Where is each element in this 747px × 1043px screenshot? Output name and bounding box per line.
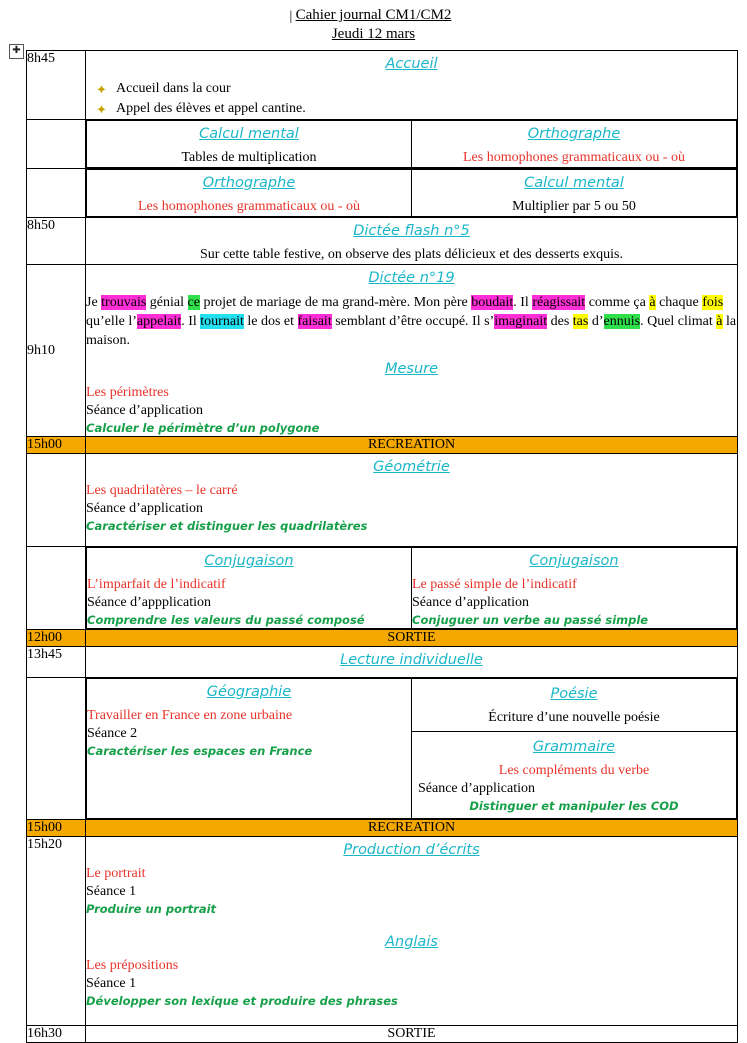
accueil-cell bbox=[86, 51, 738, 120]
subject-title: Dictée n°19 bbox=[368, 270, 455, 286]
dictee-word: projet de mariage de ma grand-mère. Mon père bbox=[199, 295, 472, 310]
lesson-objectif: Caractériser et distinguer les quadrilatères bbox=[86, 519, 368, 533]
lesson-notion: Les prépositions bbox=[86, 958, 179, 973]
lesson-seance: Séance d’application bbox=[86, 501, 204, 516]
bullet-icon: ✦ bbox=[96, 82, 107, 97]
subject-title: Anglais bbox=[385, 934, 438, 950]
dictee-highlighted-word: appelait bbox=[136, 314, 182, 329]
schedule-table bbox=[26, 50, 738, 1043]
lesson-detail: Tables de multiplication bbox=[181, 150, 317, 165]
time-cell: 13h45 bbox=[27, 647, 86, 678]
lesson-notion: Les compléments du verbe bbox=[498, 763, 650, 778]
subject-title: Poésie bbox=[550, 686, 598, 702]
conjugaison-cm2-block bbox=[412, 548, 737, 629]
time-cell bbox=[27, 454, 86, 547]
dictee-highlighted-word: à bbox=[716, 314, 723, 329]
geo-poesie-row bbox=[86, 678, 738, 820]
lesson-notion: Le passé simple de l’indicatif bbox=[412, 577, 577, 592]
dictee-word: qu’elle l’ bbox=[86, 314, 137, 329]
lesson-objectif: Calculer le périmètre d’un polygone bbox=[86, 421, 320, 435]
dictee-highlighted-word: imaginait bbox=[494, 314, 548, 329]
subject-title: Géographie bbox=[206, 684, 292, 700]
poesie-block bbox=[412, 679, 736, 731]
dictee-text bbox=[86, 293, 737, 350]
lesson-objectif: Caractériser les espaces en France bbox=[87, 744, 313, 758]
lesson-notion: Le portrait bbox=[86, 866, 146, 881]
dictee-word: chaque bbox=[655, 295, 703, 310]
table-row bbox=[27, 647, 738, 678]
subject-title: Accueil bbox=[385, 56, 438, 72]
lesson-objectif: Développer son lexique et produire des phrases bbox=[86, 994, 398, 1008]
page-title bbox=[0, 6, 747, 25]
split-layout bbox=[86, 169, 737, 217]
dictee19-mesure-cell bbox=[86, 265, 738, 437]
list-item-label: Accueil dans la cour bbox=[116, 81, 231, 96]
subject-title: Conjugaison bbox=[204, 553, 294, 569]
lesson-notion: Les quadrilatères – le carré bbox=[86, 483, 238, 498]
dictee-highlighted-word: faisait bbox=[297, 314, 332, 329]
subject-title: Mesure bbox=[384, 361, 439, 377]
table-row bbox=[27, 837, 738, 1026]
dictee-word: génial bbox=[146, 295, 188, 310]
dictee-highlighted-word: fois bbox=[702, 295, 724, 310]
list-item bbox=[86, 79, 737, 99]
subject-title: Grammaire bbox=[532, 739, 616, 755]
dictee-word: . Il bbox=[181, 314, 201, 329]
dictee-highlighted-word: tas bbox=[572, 314, 589, 329]
table-row bbox=[27, 51, 738, 120]
page-title-text: Cahier journal CM1/CM2 bbox=[295, 7, 452, 23]
subject-title: Conjugaison bbox=[529, 553, 619, 569]
production-anglais-cell bbox=[86, 837, 738, 1026]
table-row bbox=[27, 218, 738, 265]
conjugaison-cm1-block bbox=[87, 548, 412, 629]
lesson-notion: Travailler en France en zone urbaine bbox=[87, 708, 293, 723]
time-cell: 12h00 bbox=[27, 630, 86, 647]
document-header bbox=[0, 0, 747, 44]
table-row bbox=[27, 820, 738, 837]
lesson-notion: Les homophones grammaticaux ou - où bbox=[137, 199, 360, 214]
time-cell: 15h00 bbox=[27, 820, 86, 837]
time-cell bbox=[27, 169, 86, 218]
lesson-notion: Les homophones grammaticaux ou - où bbox=[462, 150, 685, 165]
time-cell bbox=[27, 547, 86, 630]
table-row bbox=[27, 437, 738, 454]
dictee-word: le dos et bbox=[243, 314, 298, 329]
time-cell: 15h00 bbox=[27, 437, 86, 454]
calcul-ortho-row-2 bbox=[86, 169, 738, 218]
page-subtitle: Jeudi 12 mars bbox=[331, 26, 416, 42]
dictee-word: Je bbox=[86, 295, 102, 310]
conjugaison-row bbox=[86, 547, 738, 630]
lesson-objectif: Comprendre les valeurs du passé composé bbox=[87, 613, 365, 627]
dictee-word: semblant d’être occupé. Il s’ bbox=[331, 314, 495, 329]
lesson-notion: L’imparfait de l’indicatif bbox=[87, 577, 226, 592]
table-row bbox=[27, 678, 738, 820]
recreation-label: RECREATION bbox=[86, 820, 738, 837]
table-row bbox=[27, 169, 738, 218]
lesson-seance: Séance 2 bbox=[87, 726, 138, 741]
calcul-ortho-row-1 bbox=[86, 120, 738, 169]
time-cell bbox=[27, 120, 86, 169]
table-row bbox=[27, 454, 738, 547]
dictee-word: . Il bbox=[513, 295, 533, 310]
lesson-seance: Séance d’application bbox=[418, 781, 536, 796]
sortie-label: SORTIE bbox=[86, 630, 738, 647]
table-move-handle-icon[interactable]: ✚ bbox=[9, 44, 24, 59]
split-layout bbox=[86, 547, 737, 629]
dictee-highlighted-word: boudait bbox=[471, 295, 514, 310]
lesson-seance: Séance d’appplication bbox=[87, 595, 212, 610]
grammaire-block bbox=[412, 731, 736, 818]
lesson-objectif: Conjuguer un verbe au passé simple bbox=[412, 613, 649, 627]
text-cursor: | bbox=[289, 9, 293, 24]
orthographe-block bbox=[412, 121, 737, 168]
dictee-word: . Quel climat bbox=[640, 314, 717, 329]
geometrie-cell bbox=[86, 454, 738, 547]
time-cell: 15h20 bbox=[27, 837, 86, 1026]
time-cell: 8h45 bbox=[27, 51, 86, 120]
dictee-highlighted-word: réagissait bbox=[532, 295, 586, 310]
recreation-label: RECREATION bbox=[86, 437, 738, 454]
dictee-word: d’ bbox=[588, 314, 604, 329]
dictee-highlighted-word: tournait bbox=[200, 314, 244, 329]
lesson-seance: Séance 1 bbox=[86, 884, 137, 899]
geographie-block bbox=[87, 679, 412, 819]
subject-title: Production d’écrits bbox=[343, 842, 480, 858]
subject-title: Lecture individuelle bbox=[340, 652, 483, 668]
table-row bbox=[27, 120, 738, 169]
subject-title: Géométrie bbox=[373, 459, 450, 475]
list-item bbox=[86, 99, 737, 119]
lesson-notion: Les périmètres bbox=[86, 385, 169, 400]
subject-title: Orthographe bbox=[202, 175, 296, 191]
dictee-flash-text: Sur cette table festive, on observe des plats délicieux et des desserts exquis. bbox=[200, 247, 623, 262]
lesson-objectif: Produire un portrait bbox=[86, 902, 217, 916]
lecture-cell bbox=[86, 647, 738, 678]
bullet-icon: ✦ bbox=[96, 102, 107, 117]
dictee-flash-cell bbox=[86, 218, 738, 265]
table-row bbox=[27, 1026, 738, 1043]
dictee-highlighted-word: ce bbox=[187, 295, 200, 310]
subject-title: Calcul mental bbox=[199, 126, 299, 142]
lesson-seance: Séance d’application bbox=[86, 403, 204, 418]
table-row bbox=[27, 630, 738, 647]
calcul-mental-block bbox=[87, 121, 412, 168]
dictee-word: la maison. bbox=[86, 314, 737, 348]
lesson-detail: Multiplier par 5 ou 50 bbox=[512, 199, 636, 214]
table-row bbox=[27, 265, 738, 437]
split-layout bbox=[86, 120, 737, 168]
dictee-word: comme ça bbox=[585, 295, 650, 310]
poesie-grammaire-column bbox=[412, 679, 737, 819]
list-item-label: Appel des élèves et appel cantine. bbox=[116, 101, 306, 116]
subject-title: Orthographe bbox=[527, 126, 621, 142]
lesson-seance: Séance 1 bbox=[86, 976, 137, 991]
subject-title: Dictée flash n°5 bbox=[353, 223, 470, 239]
dictee-highlighted-word: trouvais bbox=[101, 295, 147, 310]
time-cell: 8h50 bbox=[27, 218, 86, 265]
calcul-mental-block bbox=[412, 170, 737, 217]
subject-title: Calcul mental bbox=[524, 175, 624, 191]
time-cell: 16h30 bbox=[27, 1026, 86, 1043]
orthographe-block bbox=[87, 170, 412, 217]
dictee-highlighted-word: à bbox=[649, 295, 656, 310]
lesson-objectif: Distinguer et manipuler les COD bbox=[469, 799, 679, 813]
lesson-seance: Séance d’application bbox=[412, 595, 530, 610]
table-row bbox=[27, 547, 738, 630]
time-cell bbox=[27, 678, 86, 820]
dictee-word: des bbox=[547, 314, 573, 329]
split-layout bbox=[86, 678, 737, 819]
time-cell: 9h10 bbox=[27, 265, 86, 437]
sortie-label: SORTIE bbox=[86, 1026, 738, 1043]
dictee-highlighted-word: ennuis bbox=[603, 314, 641, 329]
lesson-detail: Écriture d’une nouvelle poésie bbox=[488, 710, 660, 725]
